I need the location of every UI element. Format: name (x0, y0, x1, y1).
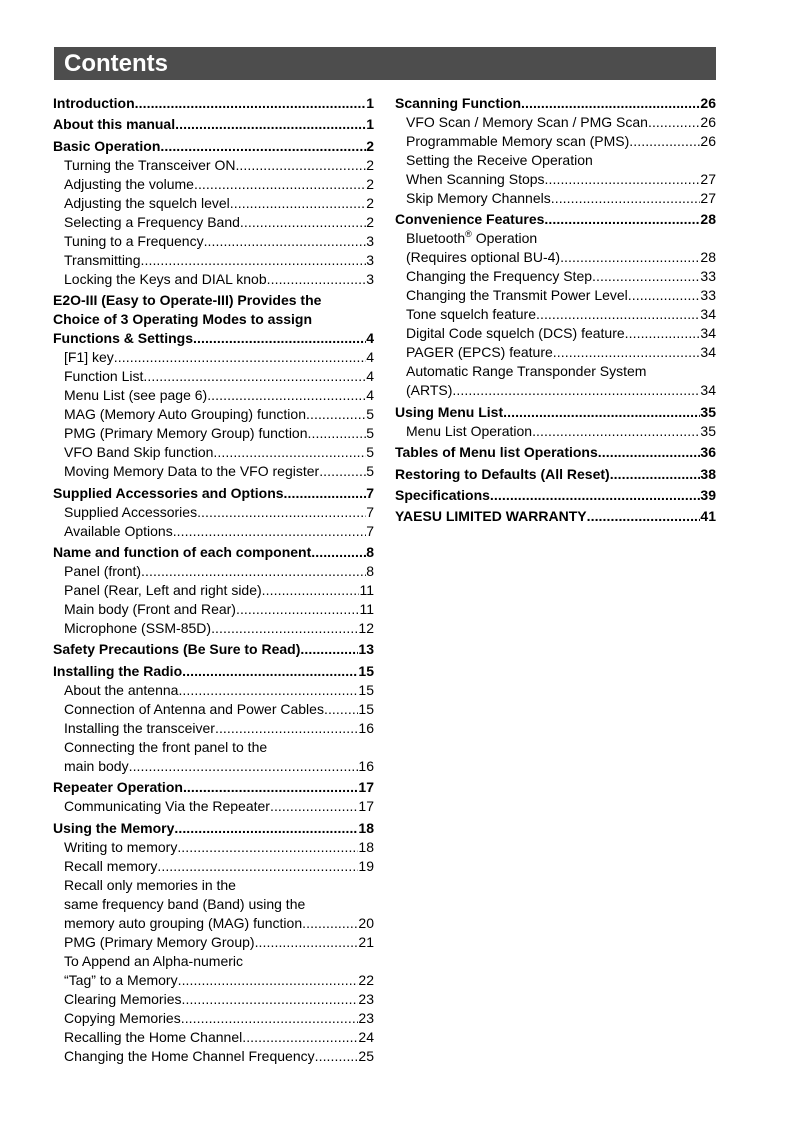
toc-entry-components[interactable] (53, 543, 374, 562)
toc-subentry[interactable] (395, 343, 716, 362)
toc-subentry[interactable] (53, 719, 374, 738)
toc-page: 2 (366, 194, 374, 211)
leader-dots (213, 443, 366, 462)
leader-dots (141, 251, 367, 270)
toc-subentry[interactable] (53, 175, 374, 194)
leader-dots (302, 914, 358, 933)
toc-subentry-tag-line1[interactable]: To Append an Alpha-numeric (64, 952, 244, 969)
leader-dots (215, 719, 358, 738)
toc-entry-menu-list[interactable] (395, 403, 716, 422)
leader-dots (181, 1009, 359, 1028)
leader-dots (178, 971, 359, 990)
toc-page: 5 (366, 463, 374, 480)
toc-entry-scanning[interactable] (395, 94, 716, 113)
toc-subentry[interactable] (395, 132, 716, 151)
toc-label: Scanning Function (395, 95, 521, 111)
toc-subentry[interactable] (53, 443, 374, 462)
toc-page: 38 (700, 465, 716, 482)
toc-label: Specifications (395, 486, 490, 503)
leader-dots (544, 210, 700, 229)
leader-dots (175, 115, 366, 134)
toc-label: Tables of Menu list Operations (395, 444, 598, 461)
toc-page: 4 (366, 387, 374, 404)
toc-subentry[interactable] (53, 367, 374, 386)
leader-dots (625, 324, 701, 343)
leader-dots (300, 640, 358, 659)
registered-mark: ® (465, 229, 472, 240)
leader-dots (207, 386, 366, 405)
toc-entry-basic-operation[interactable] (53, 137, 374, 156)
toc-label: VFO Scan / Memory Scan / PMG Scan (406, 114, 648, 130)
toc-page: 34 (700, 306, 716, 323)
toc-subentry[interactable] (395, 286, 716, 305)
toc-label: Tone squelch feature (406, 306, 536, 323)
toc-page: 3 (366, 251, 374, 268)
leader-dots (182, 662, 358, 681)
toc-right-column (395, 94, 716, 526)
toc-subentry[interactable] (395, 422, 716, 441)
toc-entry-memory[interactable] (53, 819, 374, 838)
toc-label: Menu List (see page 6) (64, 387, 208, 404)
toc-entry-repeater[interactable] (53, 778, 374, 797)
toc-page: 4 (366, 349, 374, 366)
toc-subentry-bluetooth-line1[interactable] (395, 229, 716, 248)
leader-dots (521, 94, 700, 113)
toc-page: 7 (366, 484, 374, 501)
toc-label: VFO Band Skip function (64, 444, 214, 461)
toc-page: 28 (700, 249, 716, 266)
toc-subentry-mag-line2[interactable]: same frequency band (Band) using the (64, 895, 306, 912)
toc-page: 15 (358, 700, 374, 717)
toc-label: About this manual (53, 116, 176, 133)
toc-label: Locking the Keys and DIAL knob (64, 270, 267, 287)
toc-page: 5 (366, 406, 374, 423)
toc-label: Adjusting the volume (64, 175, 194, 192)
toc-label: Restoring to Defaults (All Reset) (395, 465, 610, 482)
toc-label: Skip Memory Channels (406, 190, 551, 206)
leader-dots (311, 543, 366, 562)
toc-label: Using Menu List (395, 403, 504, 420)
leader-dots (560, 248, 700, 267)
toc-entry-e2o[interactable] (53, 329, 374, 348)
toc-page: 27 (700, 171, 716, 187)
toc-page: 2 (366, 137, 374, 154)
contents-banner (54, 47, 716, 80)
toc-page: 2 (366, 175, 374, 192)
toc-label: PMG (Primary Memory Group) (64, 933, 255, 950)
toc-page: 33 (700, 287, 716, 304)
toc-label: Tuning to a Frequency (64, 232, 204, 249)
leader-dots (255, 933, 359, 952)
toc-page: 2 (366, 213, 374, 230)
toc-page: 13 (358, 641, 374, 658)
toc-subentry[interactable] (53, 386, 374, 405)
toc-subentry-receive-line1[interactable]: Setting the Receive Operation (406, 152, 593, 168)
page-title: Contents (64, 50, 168, 77)
toc-label: Function List (64, 368, 144, 385)
leader-dots (193, 329, 366, 348)
toc-page: 3 (366, 232, 374, 249)
toc-entry-installing[interactable] (53, 662, 374, 681)
leader-dots (598, 443, 701, 462)
toc-page: 16 (358, 719, 374, 736)
leader-dots (177, 838, 358, 857)
toc-label: Transmitting (64, 251, 141, 268)
toc-subentry[interactable] (53, 619, 374, 638)
leader-dots (181, 990, 358, 1009)
toc-subentry[interactable] (53, 700, 374, 719)
toc-entry-convenience[interactable] (395, 210, 716, 229)
toc-page: 11 (359, 600, 374, 617)
toc-page: 41 (700, 508, 716, 525)
toc-page: 7 (366, 522, 374, 539)
toc-subentry[interactable] (53, 562, 374, 581)
toc-page: 34 (700, 344, 716, 361)
leader-dots (490, 486, 701, 505)
toc-entry-warranty[interactable] (395, 507, 716, 526)
toc-label: Changing the Frequency Step (406, 268, 593, 285)
leader-dots (173, 522, 367, 541)
toc-page: 2 (366, 156, 374, 173)
toc-label: Selecting a Frequency Band (64, 213, 240, 230)
toc-page: 16 (358, 757, 374, 774)
toc-label: PAGER (EPCS) feature (406, 344, 553, 361)
toc-page: 1 (366, 95, 374, 111)
toc-page: 35 (700, 403, 716, 420)
leader-dots (194, 175, 366, 194)
toc-label: Microphone (SSM-85D) (64, 619, 212, 636)
bluetooth-rest: Operation (471, 230, 538, 247)
leader-dots (503, 403, 700, 422)
toc-label: [F1] key (64, 349, 114, 366)
toc-label: Changing the Home Channel Frequency (64, 1047, 315, 1064)
leader-dots (648, 113, 700, 132)
toc-entry-restoring[interactable] (395, 465, 716, 484)
toc-label: memory auto grouping (MAG) function (64, 914, 303, 931)
toc-label: About the antenna (64, 681, 179, 698)
toc-subentry[interactable] (53, 251, 374, 270)
toc-label: Convenience Features (395, 211, 545, 228)
toc-page: 28 (700, 211, 716, 228)
toc-page: 7 (366, 503, 374, 520)
toc-page: 25 (358, 1047, 374, 1064)
leader-dots (536, 305, 700, 324)
leader-dots (628, 286, 701, 305)
toc-label: Programmable Memory scan (PMS) (406, 133, 630, 149)
leader-dots (235, 156, 366, 175)
toc-label: Changing the Transmit Power Level (406, 287, 628, 304)
toc-subentry-receive[interactable] (395, 170, 716, 189)
toc-label: PMG (Primary Memory Group) function (64, 425, 308, 442)
toc-label: Supplied Accessories and Options (53, 484, 284, 501)
toc-subentry[interactable] (53, 194, 374, 213)
toc-subentry[interactable] (53, 424, 374, 443)
toc-label: main body (64, 757, 129, 774)
leader-dots (230, 194, 366, 213)
toc-label: (Requires optional BU-4) (406, 249, 561, 266)
toc-page: 19 (358, 857, 374, 874)
leader-dots (610, 465, 701, 484)
leader-dots (587, 507, 701, 526)
toc-subentry-front-panel-line1[interactable]: Connecting the front panel to the (64, 738, 268, 755)
toc-page: 23 (358, 1009, 374, 1026)
toc-page: 8 (366, 562, 374, 579)
toc-page: 4 (366, 330, 374, 347)
toc-subentry[interactable] (395, 267, 716, 286)
toc-page: 3 (366, 270, 374, 287)
leader-dots (160, 137, 366, 156)
toc-entry-about-manual[interactable] (53, 115, 374, 134)
toc-page: 23 (358, 990, 374, 1007)
toc-label: Main body (Front and Rear) (64, 600, 236, 617)
toc-subentry[interactable] (53, 1028, 374, 1047)
toc-subentry-tag[interactable] (53, 971, 374, 990)
toc-label: Safety Precautions (Be Sure to Read) (53, 641, 301, 658)
toc-subentry-mag[interactable] (53, 914, 374, 933)
leader-dots (262, 581, 360, 600)
toc-entry-safety[interactable] (53, 640, 374, 659)
leader-dots (183, 778, 358, 797)
leader-dots (135, 94, 367, 113)
toc-subentry[interactable] (53, 405, 374, 424)
toc-label: Repeater Operation (53, 779, 183, 796)
leader-dots (545, 170, 701, 189)
toc-label: Digital Code squelch (DCS) feature (406, 325, 625, 342)
toc-label: Turning the Transceiver ON (64, 156, 236, 173)
toc-label: (ARTS) (406, 382, 453, 399)
toc-page: 8 (366, 543, 374, 560)
leader-dots (211, 619, 358, 638)
leader-dots (592, 267, 700, 286)
toc-label: Panel (Rear, Left and right side) (64, 581, 262, 598)
toc-subentry[interactable] (53, 990, 374, 1009)
toc-entry-e2o-line1[interactable]: E2O-III (Easy to Operate-III) Provides the (53, 292, 322, 309)
toc-label: Available Options (64, 522, 173, 539)
toc-label: Recall memory (64, 857, 158, 874)
leader-dots (270, 797, 358, 816)
leader-dots (306, 405, 366, 424)
toc-page: 18 (358, 838, 374, 855)
toc-page: 11 (359, 581, 374, 598)
leader-dots (551, 189, 701, 208)
toc-page: 1 (366, 116, 374, 133)
toc-subentry-skip[interactable] (395, 189, 716, 208)
toc-subentry[interactable] (53, 1047, 374, 1066)
toc-label: Installing the transceiver (64, 719, 215, 736)
toc-label: Supplied Accessories (64, 503, 198, 520)
toc-label: MAG (Memory Auto Grouping) function (64, 406, 306, 423)
toc-subentry-mag-line1[interactable]: Recall only memories in the (64, 876, 236, 893)
toc-page: 26 (700, 114, 716, 130)
toc-label: “Tag” to a Memory (64, 971, 178, 988)
leader-dots (267, 270, 367, 289)
toc-label: Connection of Antenna and Power Cables (64, 700, 324, 717)
leader-dots (532, 422, 700, 441)
toc-page: 24 (358, 1028, 374, 1045)
toc-subentry[interactable] (395, 324, 716, 343)
toc-page: 4 (366, 368, 374, 385)
toc-page: 39 (700, 486, 716, 503)
toc-subentry[interactable] (53, 1009, 374, 1028)
toc-entry-introduction[interactable] (53, 94, 374, 113)
toc-subentry-pmg[interactable] (53, 933, 374, 952)
toc-page: 26 (700, 95, 716, 111)
toc-page: 33 (700, 268, 716, 285)
toc-label: Moving Memory Data to the VFO register (64, 463, 320, 480)
toc-label: Menu List Operation (406, 422, 533, 439)
leader-dots (308, 424, 367, 443)
toc-subentry[interactable] (395, 305, 716, 324)
toc-page: 15 (358, 662, 374, 679)
toc-label: Basic Operation (53, 137, 161, 154)
leader-dots (157, 857, 358, 876)
toc-label: Clearing Memories (64, 990, 182, 1007)
toc-page: 5 (366, 425, 374, 442)
toc-subentry[interactable] (53, 797, 374, 816)
toc-entry-accessories[interactable] (53, 484, 374, 503)
leader-dots (236, 600, 359, 619)
leader-dots (319, 462, 366, 481)
toc-subentry[interactable] (53, 213, 374, 232)
toc-label: YAESU LIMITED WARRANTY (395, 508, 587, 525)
leader-dots (129, 757, 359, 776)
leader-dots (141, 562, 366, 581)
toc-subentry[interactable] (53, 581, 374, 600)
toc-label: Copying Memories (64, 1009, 181, 1026)
toc-subentry[interactable] (53, 232, 374, 251)
toc-page: 26 (700, 133, 716, 149)
toc-page: 5 (366, 444, 374, 461)
toc-subentry[interactable] (53, 503, 374, 522)
toc-subentry-front-panel[interactable] (53, 757, 374, 776)
toc-page: 35 (700, 422, 716, 439)
toc-page: 15 (358, 681, 374, 698)
toc-subentry-bluetooth[interactable] (395, 248, 716, 267)
leader-dots (629, 132, 700, 151)
toc-left-column (53, 94, 374, 1066)
toc-subentry[interactable] (53, 462, 374, 481)
toc-label: When Scanning Stops (406, 171, 545, 187)
toc-page: 12 (358, 619, 374, 636)
leader-dots (197, 503, 366, 522)
toc-label: Installing the Radio (53, 662, 183, 679)
toc-label: Communicating Via the Repeater (64, 798, 270, 815)
toc-page: 34 (700, 325, 716, 342)
leader-dots (143, 367, 366, 386)
toc-page: 36 (700, 444, 716, 461)
toc-page: 20 (358, 914, 374, 931)
toc-subentry[interactable] (53, 348, 374, 367)
toc-page: 18 (358, 819, 374, 836)
toc-page: 27 (700, 190, 716, 206)
toc-label: Using the Memory (53, 819, 175, 836)
leader-dots (284, 484, 367, 503)
toc-label: Name and function of each component (53, 543, 312, 560)
leader-dots (553, 343, 701, 362)
toc-page: 17 (358, 779, 374, 796)
toc-label: Panel (front) (64, 562, 142, 579)
toc-entry-tables[interactable] (395, 443, 716, 462)
toc-subentry[interactable] (53, 838, 374, 857)
leader-dots (204, 232, 367, 251)
toc-page: 34 (700, 382, 716, 399)
leader-dots (315, 1047, 359, 1066)
toc-label: Recalling the Home Channel (64, 1028, 243, 1045)
leader-dots (452, 381, 700, 400)
toc-subentry[interactable] (53, 857, 374, 876)
leader-dots (178, 681, 358, 700)
toc-subentry[interactable] (395, 113, 716, 132)
toc-subentry[interactable] (53, 681, 374, 700)
toc-page: 22 (358, 971, 374, 988)
toc-subentry[interactable] (53, 522, 374, 541)
toc-page: 17 (358, 798, 374, 815)
leader-dots (114, 348, 366, 367)
toc-subentry-arts[interactable] (395, 381, 716, 400)
toc-entry-e2o-line2[interactable]: Choice of 3 Operating Modes to assign (53, 311, 313, 328)
toc-page: 21 (358, 933, 374, 950)
leader-dots (324, 700, 358, 719)
toc-subentry[interactable] (53, 270, 374, 289)
toc-subentry[interactable] (53, 156, 374, 175)
toc-label: Writing to memory (64, 838, 178, 855)
bluetooth-name: Bluetooth (406, 230, 466, 247)
toc-label: Introduction (53, 95, 135, 111)
leader-dots (174, 819, 358, 838)
leader-dots (240, 213, 366, 232)
toc-entry-specifications[interactable] (395, 486, 716, 505)
toc-label: Functions & Settings (53, 330, 193, 347)
toc-subentry[interactable] (53, 600, 374, 619)
toc-label: Adjusting the squelch level (64, 194, 230, 211)
toc-subentry-arts-line1[interactable]: Automatic Range Transponder System (406, 363, 647, 380)
leader-dots (242, 1028, 358, 1047)
